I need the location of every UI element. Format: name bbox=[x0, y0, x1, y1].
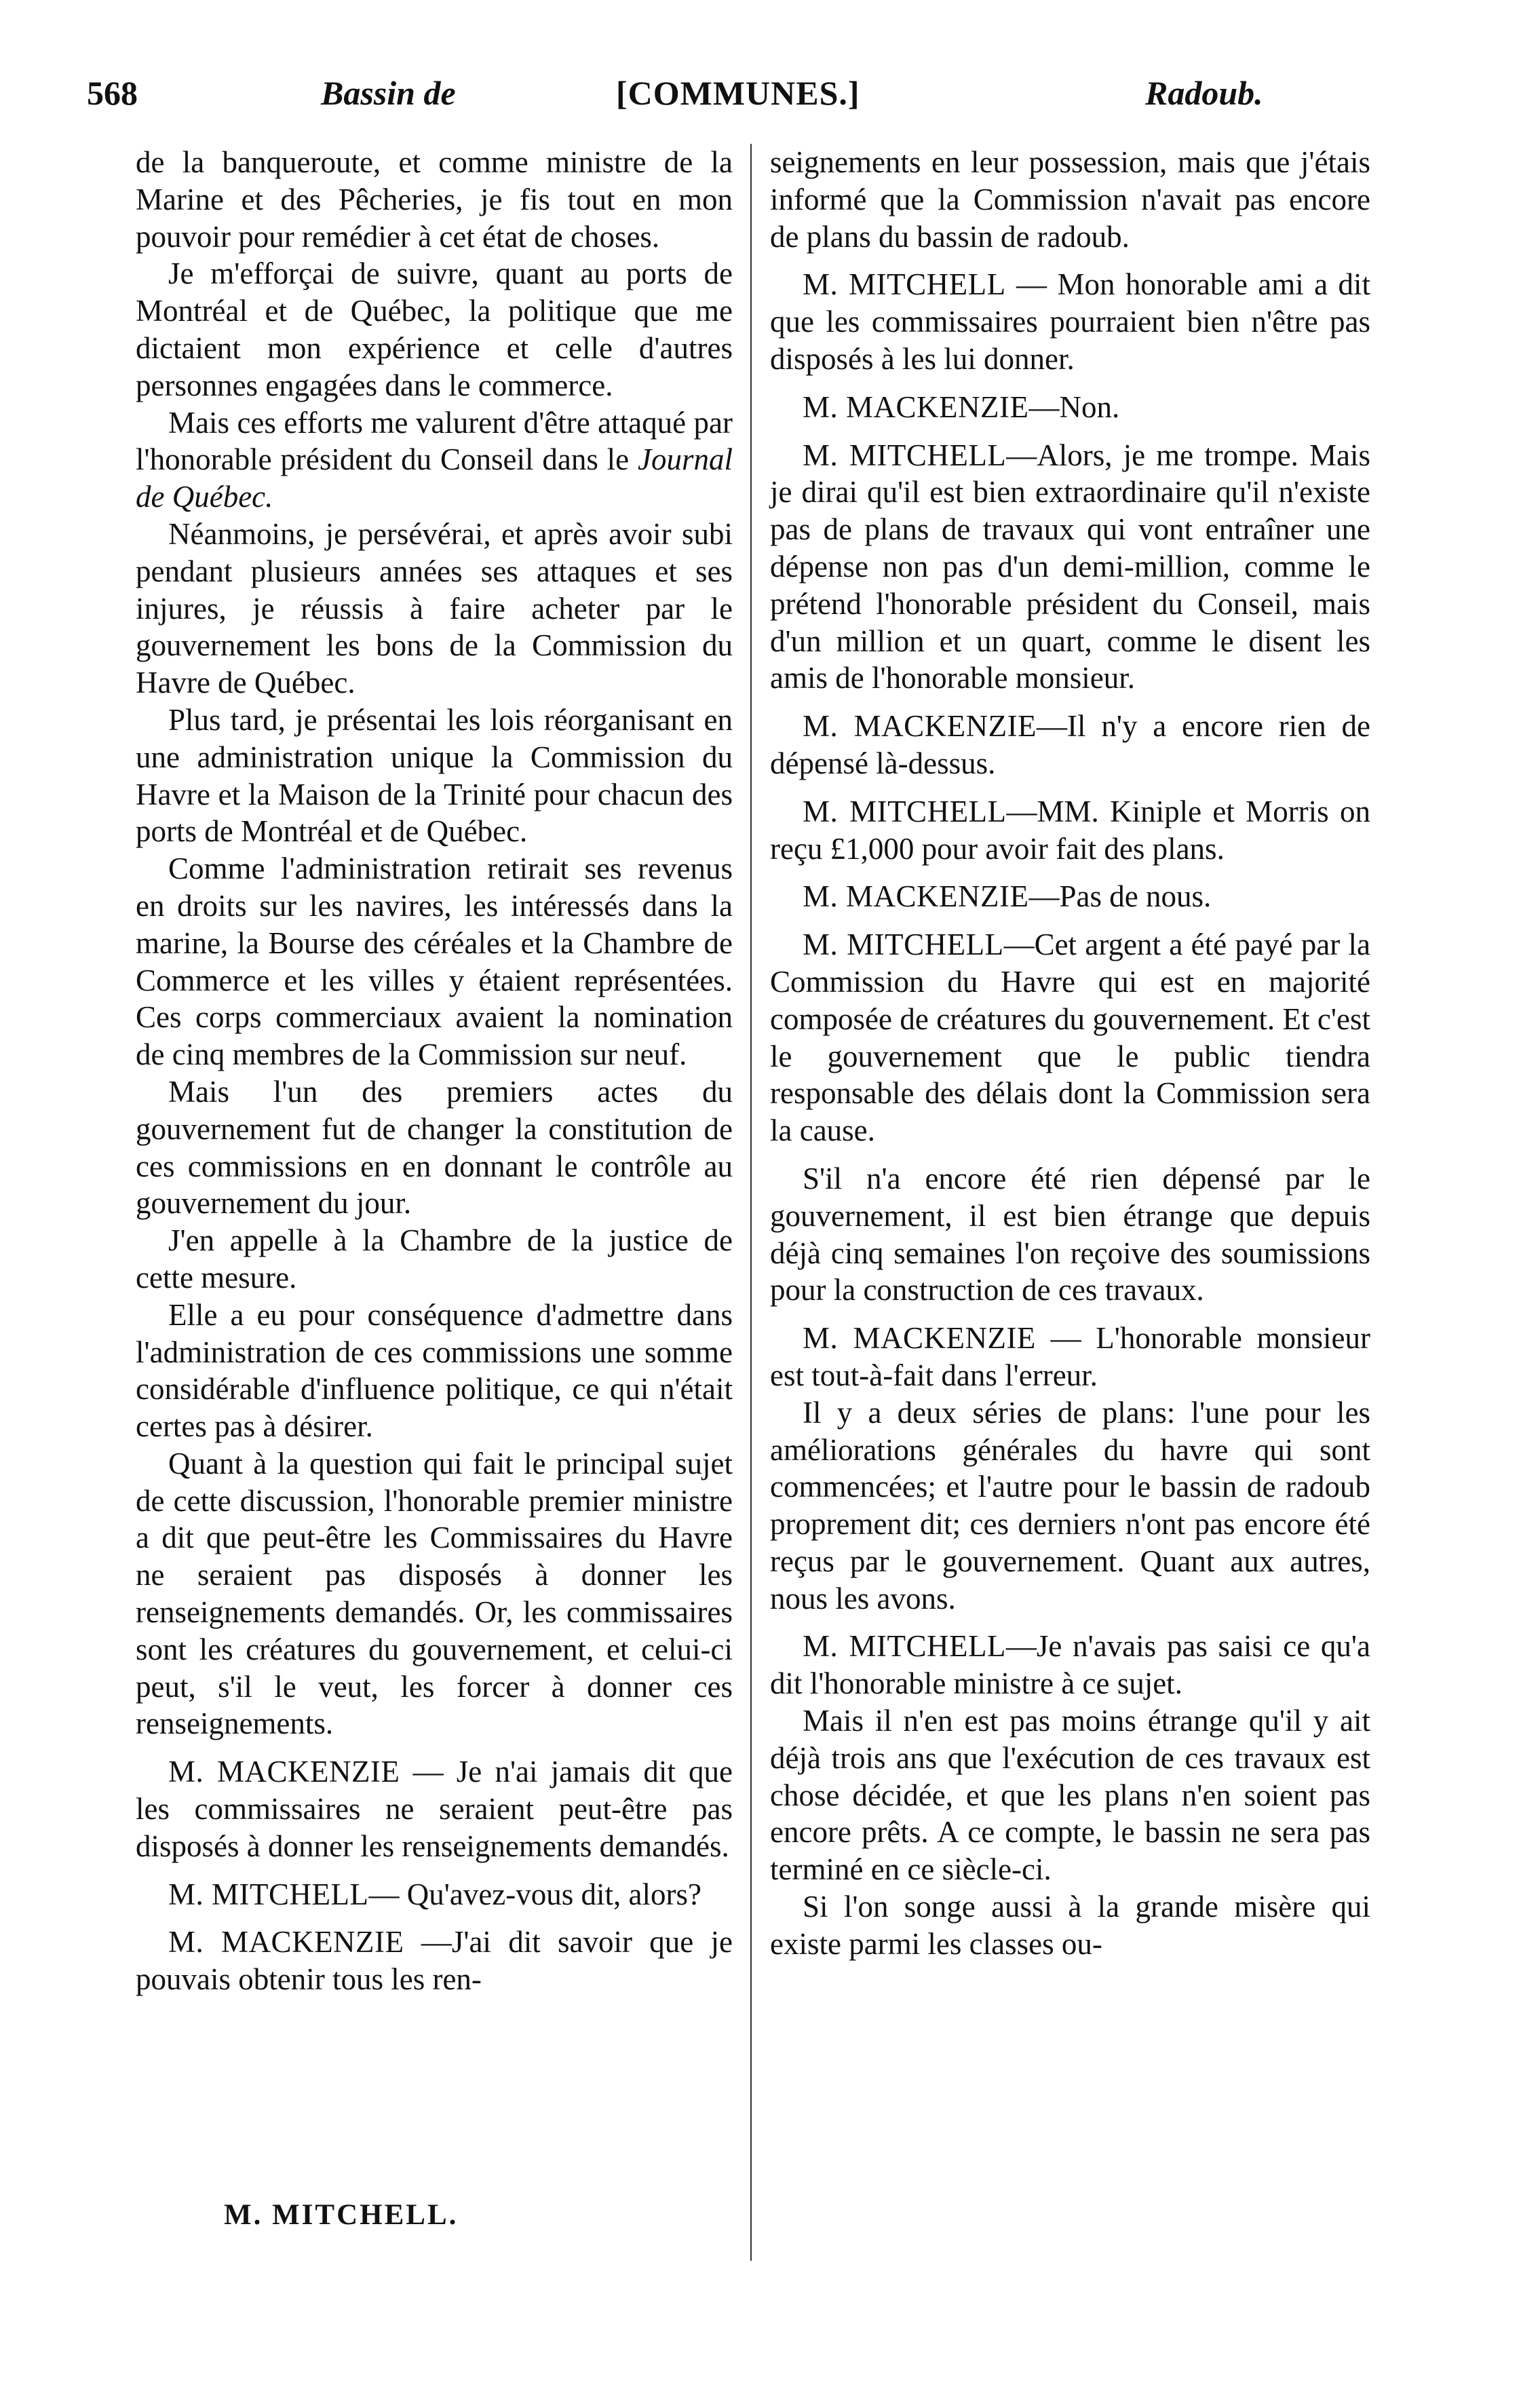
paragraph: Mais l'un des premiers actes du gouvernement fut de changer la constitution de ces commissions en en donnant le contrôle au gouvernement du jour. bbox=[136, 1074, 733, 1221]
speech-paragraph bbox=[770, 926, 1370, 1149]
header-center-title: [COMMUNES.] bbox=[616, 74, 860, 112]
paragraph: Mais il n'en est pas moins étrange qu'il y ait déjà trois ans que l'exécution de ces travaux est chose décidée, et que les plans n'en soient pas encore prêts. A ce compte, le bassin ne sera pas terminé en ce siècle-ci. bbox=[770, 1704, 1370, 1887]
speech-paragraph bbox=[770, 708, 1370, 782]
speaker-name: M. MITCHELL bbox=[803, 1629, 1006, 1664]
speaker-name: M. MACKENZIE bbox=[168, 1925, 404, 1960]
paragraph: de la banqueroute, et comme ministre de la Marine et des Pêcheries, je fis tout en mon pouvoir pour remédier à cet état de choses. bbox=[136, 145, 733, 254]
speech-paragraph bbox=[136, 1876, 733, 1913]
speech-paragraph bbox=[770, 266, 1370, 377]
right-column bbox=[770, 144, 1370, 1963]
speaker-name: M. MITCHELL bbox=[803, 928, 1004, 962]
left-column bbox=[136, 144, 733, 1998]
paragraph-text: Mais ces efforts me valurent d'être attaqué par l'honorable président du Conseil dans le bbox=[136, 405, 733, 477]
speaker-name: M. MACKENZIE bbox=[168, 1755, 400, 1789]
paragraph: Il y a deux séries de plans: l'une pour les améliorations générales du havre qui sont commencées; et l'autre pour le bassin de radoub proprement dit; ces derniers n'ont pas encore été reçus par le gouvernement. Quant aux autres, nous les avons. bbox=[770, 1395, 1370, 1616]
speech-paragraph bbox=[770, 389, 1370, 426]
speech-text: — Qu'avez-vous dit, alors? bbox=[368, 1877, 701, 1911]
speaker-name: M. MITCHELL bbox=[168, 1877, 369, 1911]
speech-paragraph bbox=[770, 1320, 1370, 1394]
newspaper-title: Journal de Québec. bbox=[136, 442, 733, 514]
speaker-name: M. MACKENZIE bbox=[803, 389, 1029, 424]
paragraph: Comme l'administration retirait ses revenus en droits sur les navires, les intéressés dans la marine, la Bourse des céréales et la Chambre de Commerce et les villes y étaient représentées. Ces corps commerciaux avaient la nomination de cinq membres de la Commission sur neuf. bbox=[136, 852, 733, 1072]
catchword: M. MITCHELL. bbox=[224, 2199, 459, 2231]
header-right-title: Radoub. bbox=[1145, 74, 1263, 112]
speech-text: —Alors, je me trompe. Mais je dirai qu'il est bien extraordinaire qu'il n'existe pas de plans de travaux qui vont entraîner une dépense non pas d'un demi-million, comme le prétend l'honorable président du Conseil, mais d'un million et un quart, comme le disent les amis de l'honorable monsieur. bbox=[770, 438, 1370, 695]
paragraph: Si l'on songe aussi à la grande misère qui existe parmi les classes ou- bbox=[770, 1890, 1370, 1961]
column-divider bbox=[750, 144, 752, 2261]
speaker-name: M. MITCHELL bbox=[803, 267, 1006, 302]
speech-paragraph bbox=[770, 1628, 1370, 1702]
paragraph: Elle a eu pour conséquence d'admettre dans l'administration de ces commissions une somme considérable d'influence politique, ce qui n'était certes pas à désirer. bbox=[136, 1297, 733, 1444]
speech-text: —MM. Kiniple et Morris on reçu £1,000 pour avoir fait des plans. bbox=[770, 794, 1370, 866]
header-left-title: Bassin de bbox=[321, 74, 456, 112]
paragraph: J'en appelle à la Chambre de la justice de cette mesure. bbox=[136, 1223, 733, 1295]
paragraph: seignements en leur possession, mais que j'étais informé que la Commission n'avait pas encore de plans du bassin de radoub. bbox=[770, 145, 1370, 254]
paragraph bbox=[136, 404, 733, 516]
speech-text: —Non. bbox=[1028, 389, 1120, 424]
speech-text: —Il n'y a encore rien de dépensé là-dessus. bbox=[770, 709, 1370, 780]
speech-text: —Cet argent a été payé par la Commission du Havre qui est en majorité composée de créatures du gouvernement. Et c'est le gouvernement que le public tiendra responsable des délais dont la Commission sera la cause. bbox=[770, 928, 1370, 1148]
paragraph: Plus tard, je présentai les lois réorganisant en une administration unique la Commission du Havre et la Maison de la Trinité pour chacun des ports de Montréal et de Québec. bbox=[136, 702, 733, 849]
speech-text: —Je n'avais pas saisi ce qu'a dit l'honorable ministre à ce sujet. bbox=[770, 1629, 1370, 1701]
speech-paragraph bbox=[770, 878, 1370, 915]
paragraph: Je m'efforçai de suivre, quant au ports de Montréal et de Québec, la politique que me dictaient mon expérience et celle d'autres personnes engagées dans le commerce. bbox=[136, 256, 733, 402]
speaker-name: M. MACKENZIE bbox=[803, 879, 1029, 914]
speech-paragraph bbox=[770, 437, 1370, 697]
paragraph: S'il n'a encore été rien dépensé par le gouvernement, il est bien étrange que depuis déjà cinq semaines l'on reçoive des soumissions pour la construction de ces travaux. bbox=[770, 1161, 1370, 1307]
speech-text: — Je n'ai jamais dit que les commissaires ne seraient peut-être pas disposés à donner les renseignements demandés. bbox=[136, 1755, 733, 1863]
speaker-name: M. MITCHELL bbox=[803, 438, 1007, 472]
speech-paragraph bbox=[136, 1753, 733, 1865]
running-header bbox=[87, 73, 1417, 128]
speaker-name: M. MITCHELL bbox=[803, 794, 1007, 828]
speech-text: — Mon honorable ami a dit que les commissaires pourraient bien n'être pas disposés à les lui donner. bbox=[770, 267, 1370, 376]
paragraph: Quant à la question qui fait le principal sujet de cette discussion, l'honorable premier ministre a dit que peut-être les Commissaires du Havre ne seraient pas disposés à donner les renseignements demandés. Or, les commissaires sont les créatures du gouvernement, et celui-ci peut, s'il le veut, les forcer à donner ces renseignements. bbox=[136, 1446, 733, 1741]
speech-paragraph bbox=[770, 793, 1370, 868]
speech-paragraph bbox=[136, 1924, 733, 1998]
paragraph: Néanmoins, je persévérai, et après avoir subi pendant plusieurs années ses attaques et ses injures, je réussis à faire acheter par le gouvernement les bons de la Commission du Havre de Québec. bbox=[136, 516, 733, 700]
speaker-name: M. MACKENZIE bbox=[803, 1321, 1036, 1356]
page-number: 568 bbox=[87, 74, 138, 112]
speaker-name: M. MACKENZIE bbox=[803, 709, 1037, 744]
speech-text: — L'honorable monsieur est tout-à-fait dans l'erreur. bbox=[770, 1321, 1370, 1392]
speech-text: —J'ai dit savoir que je pouvais obtenir tous les ren- bbox=[136, 1925, 733, 1997]
speech-text: —Pas de nous. bbox=[1028, 879, 1212, 914]
